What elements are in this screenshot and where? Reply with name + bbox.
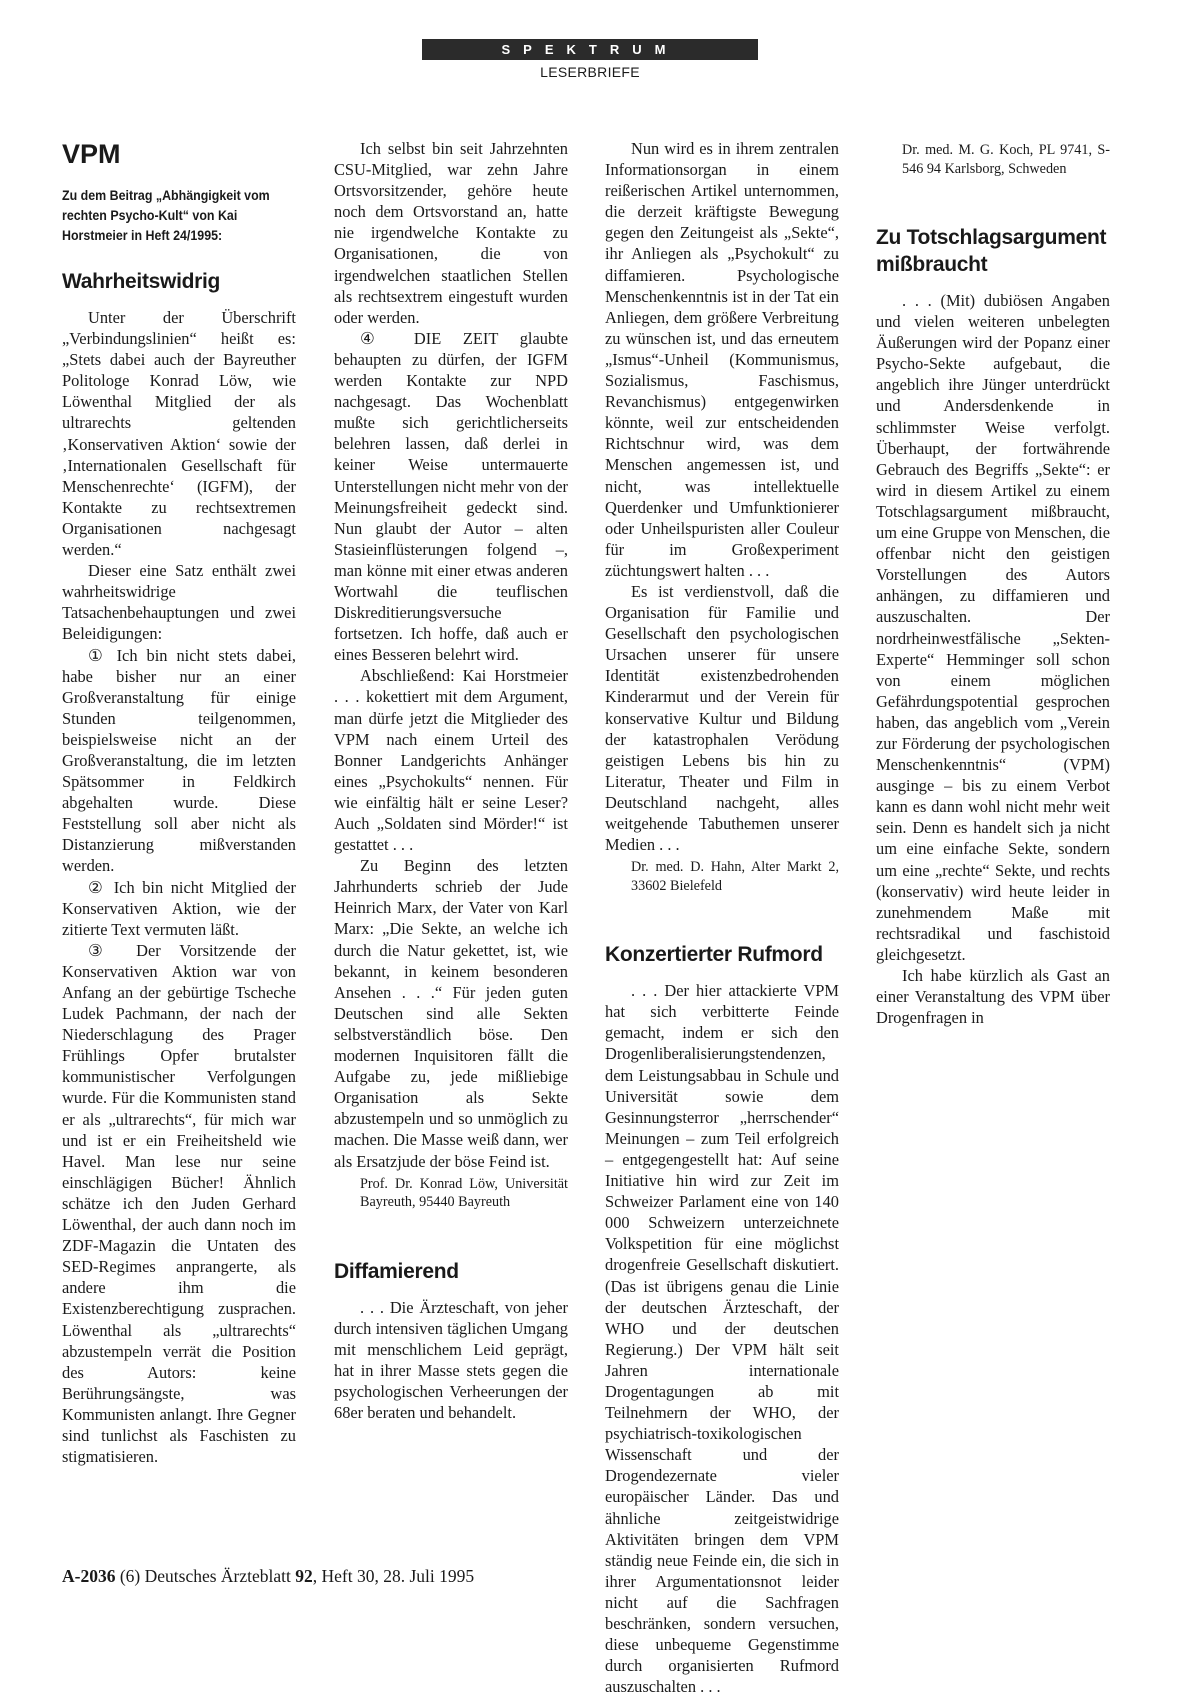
letter-heading-1: Wahrheitswidrig — [62, 270, 221, 293]
journal-issue: , Heft 30, 28. Juli 1995 — [312, 1566, 475, 1586]
section-bar: SPEKTRUM — [422, 39, 758, 60]
column-1 — [62, 138, 296, 1467]
paragraph: . . . Die Ärzteschaft, von jeher durch intensiven täglichen Umgang mit menschlichem Leid geprägt, hat in ihrer Masse stets gegen die psychologischen Verheerungen der 68er beraten und behandelt. — [334, 1297, 568, 1423]
paragraph: Abschließend: Kai Horstmeier . . . kokettiert mit dem Argument, man dürfe jetzt die Mitglieder des VPM nach einem Urteil des Bonner Landgerichts Anhänger eines „Psychokults“ nennen. Für wie einfältig hält er seine Leser? Auch „Soldaten sind Mörder!“ ist gestattet . . . — [334, 666, 568, 855]
paragraph: ② Ich bin nicht Mitglied der Konservativen Aktion, wie der zitierte Text vermuten läßt. — [62, 877, 296, 939]
subsection-label: LESERBRIEFE — [540, 64, 640, 80]
paragraph: Es ist verdienstvoll, daß die Organisation für Familie und Gesellschaft den psychologischen Ursachen unserer für unsere Identität existenzbedrohenden Kinderarmut und der Verein für konservative Kultur und Bildung der katastrophalen Verödung geistigen Lebens bis hin zu Literatur, Theater und Film in Deutschland nachgeht, alles weitgehende Tabuthemen unserer Medien . . . — [605, 581, 839, 855]
page-title: VPM — [62, 139, 121, 169]
column-3 — [605, 138, 839, 1697]
paragraph: ① Ich bin nicht stets dabei, habe bisher nur an einer Großveranstaltung für einige Stunden teilgenommen, beispielsweise nicht an der Großveranstaltung, die im letzten Spätsommer in Feldkirch abgehalten wurde. Diese Feststellung soll aber nicht als Distanzierung mißverstanden werden. — [62, 645, 296, 876]
journal-name: Deutsches Ärzteblatt — [144, 1566, 291, 1586]
paragraph: ③ Der Vorsitzende der Konservativen Aktion war von Anfang an der gebürtige Tscheche Ludek Pachmann, der nach der Niederschlagung des Prager Frühlings Opfer brutalster kommunistischer Verfolgungen wurde. Für die Kommunisten stand er als „ultrarechts“, für mich war und ist er ein Freiheitsheld wie Havel. Man lese nur seine einschlägigen Bücher! Ähnlich schätze ich den Juden Gerhard Löwenthal, der auch dann noch im ZDF-Magazin die Untaten des SED-Regimes anprangerte, als andere ihm die Existenzberechtigung zusprachen. Löwenthal als „ultrarechts“ abzustempeln verrät die Position des Autors: keine Berührungsängste, was Kommunisten anlangt. Ihre Gegner sind tunlichst als Faschisten zu stigmatisieren. — [62, 940, 296, 1467]
letter-heading-4: Zu Totschlagsargument mißbraucht — [876, 226, 1107, 276]
paragraph: Zu Beginn des letzten Jahrhunderts schrieb der Jude Heinrich Marx, der Vater von Karl Marx: „Die Sekte, an welche ich durch die Natur gekettet, ist, wie bekannt, in keinem besonderen Ansehen . . .“ Für jeden guten Deutschen sind alle Sekten selbstverständlich böse. Den modernen Inquisitoren fällt die Aufgabe zu, jede mißliebige Organisation als Sekte abzustempeln und so unmöglich zu machen. Die Masse weiß dann, wer als Ersatzjude der böse Feind ist. — [334, 856, 568, 1171]
paragraph: ④ DIE ZEIT glaubte behaupten zu dürfen, der IGFM werden Kontakte zur NPD nachgesagt. Das Wochenblatt mußte sich gerichtlicherseits belehren lassen, daß derlei in keiner Weise untermauerte Unterstellungen nicht mehr von der Meinungsfreiheit gedeckt sind. Nun glaubt der Autor – alten Stasieinflüsterungen folgend –, man könne mit einer etwas anderen Wortwahl die teuflischen Diskreditierungsversuche fortsetzen. Ich hoffe, daß auch er eines Besseren belehrt wird. — [334, 328, 568, 665]
letter-heading-3: Konzertierter Rufmord — [605, 943, 823, 967]
page-number-alt: (6) — [119, 1566, 141, 1586]
paragraph: Nun wird es in ihrem zentralen Informationsorgan in einem reißerischen Artikel unternommen, die derzeit kräftigste Bewegung gegen den Zeitungeist als „Sekte“, ihr Anliegen als „Psychokult“ zu diffamieren. Psychologische Menschenkenntnis ist in der Tat ein Anliegen, dem größere Verbreitung zu wünschen ist, und das erneutem „Ismus“-Unheil (Kommunismus, Sozialismus, Faschismus, Revanchismus) entgegenwirken könnte, weil zur entscheidenden Richtschnur wird, was dem Menschen angemessen ist, und nicht, was intellektuelle Querdenker und Umfunktionierer oder Unheilspuristen aller Couleur für im Großexperiment züchtungswert halten . . . — [605, 139, 839, 580]
journal-volume: 92 — [295, 1566, 313, 1586]
article-reference: Zu dem Beitrag „Abhängigkeit vom rechten Psycho-Kult“ von Kai Horstmeier in Heft 24/1995: — [62, 188, 270, 243]
letter-signature-2: Dr. med. D. Hahn, Alter Markt 2, 33602 Bielefeld — [631, 859, 839, 894]
letter-signature-3: Dr. med. M. G. Koch, PL 9741, S-546 94 Karlsborg, Schweden — [902, 142, 1110, 177]
paragraph: Ich selbst bin seit Jahrzehnten CSU-Mitglied, war zehn Jahre Ortsvorsitzender, gehöre heute noch dem Ortsvorstand an, hatte nie irgendwelche Kontakte zu Organisationen, die von irgendwelchen staatlichen Stellen als rechtsextrem eingestuft wurden oder werden. — [334, 139, 568, 327]
letter-signature-1: Prof. Dr. Konrad Löw, Universität Bayreuth, 95440 Bayreuth — [360, 1175, 568, 1211]
column-2 — [334, 138, 568, 1423]
paragraph: Dieser eine Satz enthält zwei wahrheitswidrige Tatsachenbehauptungen und zwei Beleidigungen: — [62, 561, 296, 644]
paragraph: . . . Der hier attackierte VPM hat sich verbitterte Feinde gemacht, indem er sich den Drogenliberalisierungstendenzen, dem Leistungsabbau in Schule und Universität sowie dem Gesinnungsterror „herrschender“ Meinungen – zum Teil erfolgreich – entgegengestellt hat: Auf seine Initiative hin wird zur Zeit im Schweizer Parlament eine von 140 000 Schweizern unterzeichnete Volkspetition für eine möglichst drogenfreie Gesellschaft diskutiert. (Das ist übrigens genau die Linie der deutschen Ärzteschaft, der WHO und der deutschen Regierung.) Der VPM hält seit Jahren internationale Drogentagungen ab mit Teilnehmern der WHO, der psychiatrisch-toxikologischen Wissenschaft und der Drogendezernate vieler europäischer Länder. Das und ähnliche zeitgeistwidrige Aktivitäten bringen dem VPM ständig neue Feinde ein, die sich in ihrer Argumentationsnot leider nicht auf die Sachfragen beschränken, sondern versuchen, diese unbequeme Gegenstimme durch organisierten Rufmord auszuschalten . . . — [605, 981, 839, 1697]
column-4 — [876, 138, 1110, 1028]
paragraph: Ich habe kürzlich als Gast an einer Veranstaltung des VPM über Drogenfragen in — [876, 966, 1110, 1028]
page-footer — [62, 1566, 474, 1587]
paragraph: . . . (Mit) dubiösen Angaben und vielen weiteren unbelegten Äußerungen wird der Popanz einer Psycho-Sekte aufgebaut, die angeblich ihre Jünger unterdrückt und Andersdenkende in schlimmster Weise verfolgt. Überhaupt, der fortwährende Gebrauch des Begriffs „Sekte“: er wird in diesem Artikel zu einem Totschlagsargument mißbraucht, um eine Gruppe von Menschen, die offenbar nicht den geistigen Vorstellungen des Autors anhängen, zu diffamieren und auszuschalten. Der nordrheinwestfälische „Sekten-Experte“ Hemminger soll schon von einem möglichen Gefährdungspotential gesprochen haben, das angeblich vom „Verein zur Förderung der psychologischen Menschenkenntnis“ (VPM) ausginge – bis zu einem Verbot kann es dann wohl nicht mehr weit sein. Denn es handelt sich ja nicht um eine einfache Sekte, sondern um eine „rechte“ Sekte, und rechts (konservativ) wird heute leider in zunehmendem Maße mit rechtsradikal und faschistoid gleichgesetzt. — [876, 291, 1110, 964]
paragraph: Unter der Überschrift „Verbindungslinien“ heißt es: „Stets dabei auch der Bayreuther Politologe Konrad Löw, wie Löwenthal Mitglied der als ultrarechts geltenden ‚Konservativen Aktion‘ sowie der ‚Internationalen Gesellschaft für Menschenrechte‘ (IGFM), der Kontakte zu rechtsextremen Organisationen nachgesagt werden.“ — [62, 308, 296, 560]
page-number: A-2036 — [62, 1566, 116, 1586]
letter-heading-2: Diffamierend — [334, 1259, 459, 1283]
